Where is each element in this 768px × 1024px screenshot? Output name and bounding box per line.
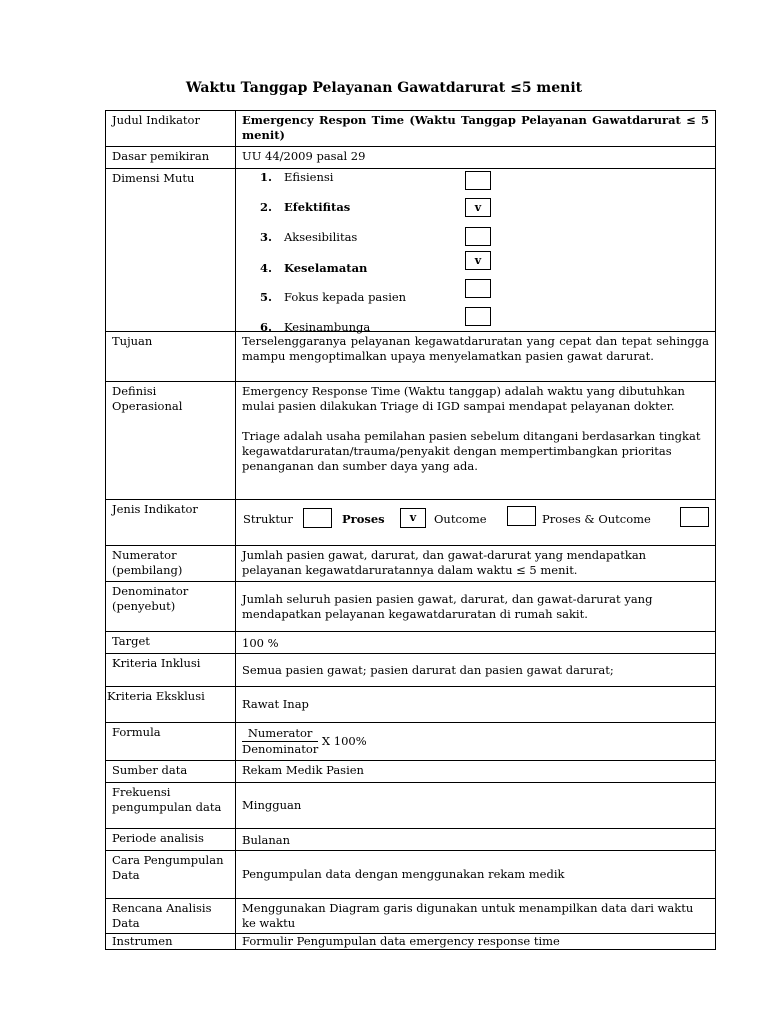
row-instrumen (106, 934, 716, 950)
row-rencana (106, 899, 716, 934)
value-dasar: UU 44/2009 pasal 29 (236, 147, 716, 169)
row-frekuensi (106, 783, 716, 829)
formula-fraction (242, 726, 318, 757)
dimensi-checkbox[interactable] (465, 171, 491, 190)
formula-multiplier: X 100% (321, 734, 367, 748)
value-frekuensi: Mingguan (236, 783, 716, 829)
definisi-paragraph-2: Triage adalah usaha pemilahan pasien sebelum ditangani berdasarkan tingkat kegawatdaruratan/trauma/penyakit dengan mempertimbangkan prioritas penanganan dan sumber daya yang ada. (242, 429, 701, 473)
row-sumber (106, 761, 716, 783)
formula-numerator: Numerator (242, 726, 318, 742)
row-periode (106, 829, 716, 851)
formula-denominator: Denominator (242, 742, 319, 756)
label-tujuan: Tujuan (106, 332, 236, 382)
label-inklusi: Kriteria Inklusi (106, 654, 236, 687)
dimensi-item: 4. Keselamatan (260, 261, 368, 275)
row-judul (106, 111, 716, 147)
value-inklusi: Semua pasien gawat; pasien darurat dan pasien gawat darurat; (236, 654, 716, 687)
value-numerator: Jumlah pasien gawat, darurat, dan gawat-darurat yang mendapatkan pelayanan kegawatdaruratannya dalam waktu ≤ 5 menit. (236, 546, 716, 582)
option-outcome: Outcome (434, 512, 487, 526)
row-dasar (106, 147, 716, 169)
proses-checkbox[interactable]: v (400, 508, 426, 528)
label-formula: Formula (106, 723, 236, 761)
value-target: 100 % (236, 632, 716, 654)
dimensi-checkbox[interactable] (465, 307, 491, 326)
label-dimensi: Dimensi Mutu (106, 169, 236, 332)
dimensi-item: 2. Efektifitas (260, 200, 351, 214)
option-struktur: Struktur (243, 512, 293, 526)
value-judul: Emergency Respon Time (Waktu Tanggap Pelayanan Gawatdarurat ≤ 5 menit) (236, 111, 716, 147)
struktur-checkbox[interactable] (303, 508, 332, 528)
label-numerator: Numerator (pembilang) (106, 546, 236, 582)
value-periode: Bulanan (236, 829, 716, 851)
dimensi-checkbox[interactable]: v (465, 251, 491, 270)
value-instrumen: Formulir Pengumpulan data emergency response time (236, 934, 716, 950)
label-jenis: Jenis Indikator (106, 500, 236, 546)
label-denominator: Denominator (penyebut) (106, 582, 236, 632)
outcome-checkbox[interactable] (507, 506, 536, 526)
row-jenis (106, 500, 716, 546)
label-dasar: Dasar pemikiran (106, 147, 236, 169)
label-periode: Periode analisis (106, 829, 236, 851)
value-rencana: Menggunakan Diagram garis digunakan untuk menampilkan data dari waktu ke waktu (236, 899, 716, 934)
jenis-options (236, 500, 715, 530)
row-cara (106, 851, 716, 899)
option-proses: Proses (342, 512, 385, 526)
option-proses-outcome: Proses & Outcome (542, 512, 651, 526)
value-denominator: Jumlah seluruh pasien pasien gawat, darurat, dan gawat-darurat yang mendapatkan pelayanan kegawatdaruratan di rumah sakit. (236, 582, 716, 632)
row-eksklusi (106, 687, 716, 723)
row-inklusi (106, 654, 716, 687)
label-judul: Judul Indikator (106, 111, 236, 147)
label-target: Target (106, 632, 236, 654)
value-tujuan: Terselenggaranya pelayanan kegawatdaruratan yang cepat dan tepat sehingga mampu mengoptimalkan upaya menyelamatkan pasien gawat darurat. (236, 332, 716, 382)
label-frekuensi: Frekuensi pengumpulan data (106, 783, 236, 829)
proses-outcome-checkbox[interactable] (680, 507, 709, 527)
label-instrumen: Instrumen (106, 934, 236, 950)
definisi-paragraph-1: Emergency Response Time (Waktu tanggap) adalah waktu yang dibutuhkan mulai pasien dilakukan Triage di IGD sampai mendapat pelayanan dokter. (242, 384, 685, 413)
dimensi-checkbox[interactable]: v (465, 198, 491, 217)
label-sumber: Sumber data (106, 761, 236, 783)
value-sumber: Rekam Medik Pasien (236, 761, 716, 783)
label-definisi: Definisi Operasional (106, 382, 236, 500)
label-rencana: Rencana Analisis Data (106, 899, 236, 934)
dimensi-item: 3. Aksesibilitas (260, 230, 358, 244)
row-dimensi (106, 169, 716, 332)
row-formula (106, 723, 716, 761)
row-numerator (106, 546, 716, 582)
dimensi-list (236, 169, 715, 334)
value-eksklusi: Rawat Inap (236, 687, 716, 723)
dimensi-checkbox[interactable] (465, 227, 491, 246)
row-definisi (106, 382, 716, 500)
row-target (106, 632, 716, 654)
label-cara: Cara Pengumpulan Data (106, 851, 236, 899)
row-tujuan (106, 332, 716, 382)
row-denominator (106, 582, 716, 632)
dimensi-item: 6. Kesinambunga (260, 320, 371, 334)
dimensi-item: 5. Fokus kepada pasien (260, 290, 407, 304)
document-title: Waktu Tanggap Pelayanan Gawatdarurat ≤5 menit (185, 80, 583, 96)
dimensi-checkbox[interactable] (465, 279, 491, 298)
dimensi-item: 1. Efisiensi (260, 170, 334, 184)
indicator-table (105, 110, 716, 950)
value-cara: Pengumpulan data dengan menggunakan rekam medik (236, 851, 716, 899)
label-eksklusi: Kriteria Eksklusi (106, 687, 236, 723)
